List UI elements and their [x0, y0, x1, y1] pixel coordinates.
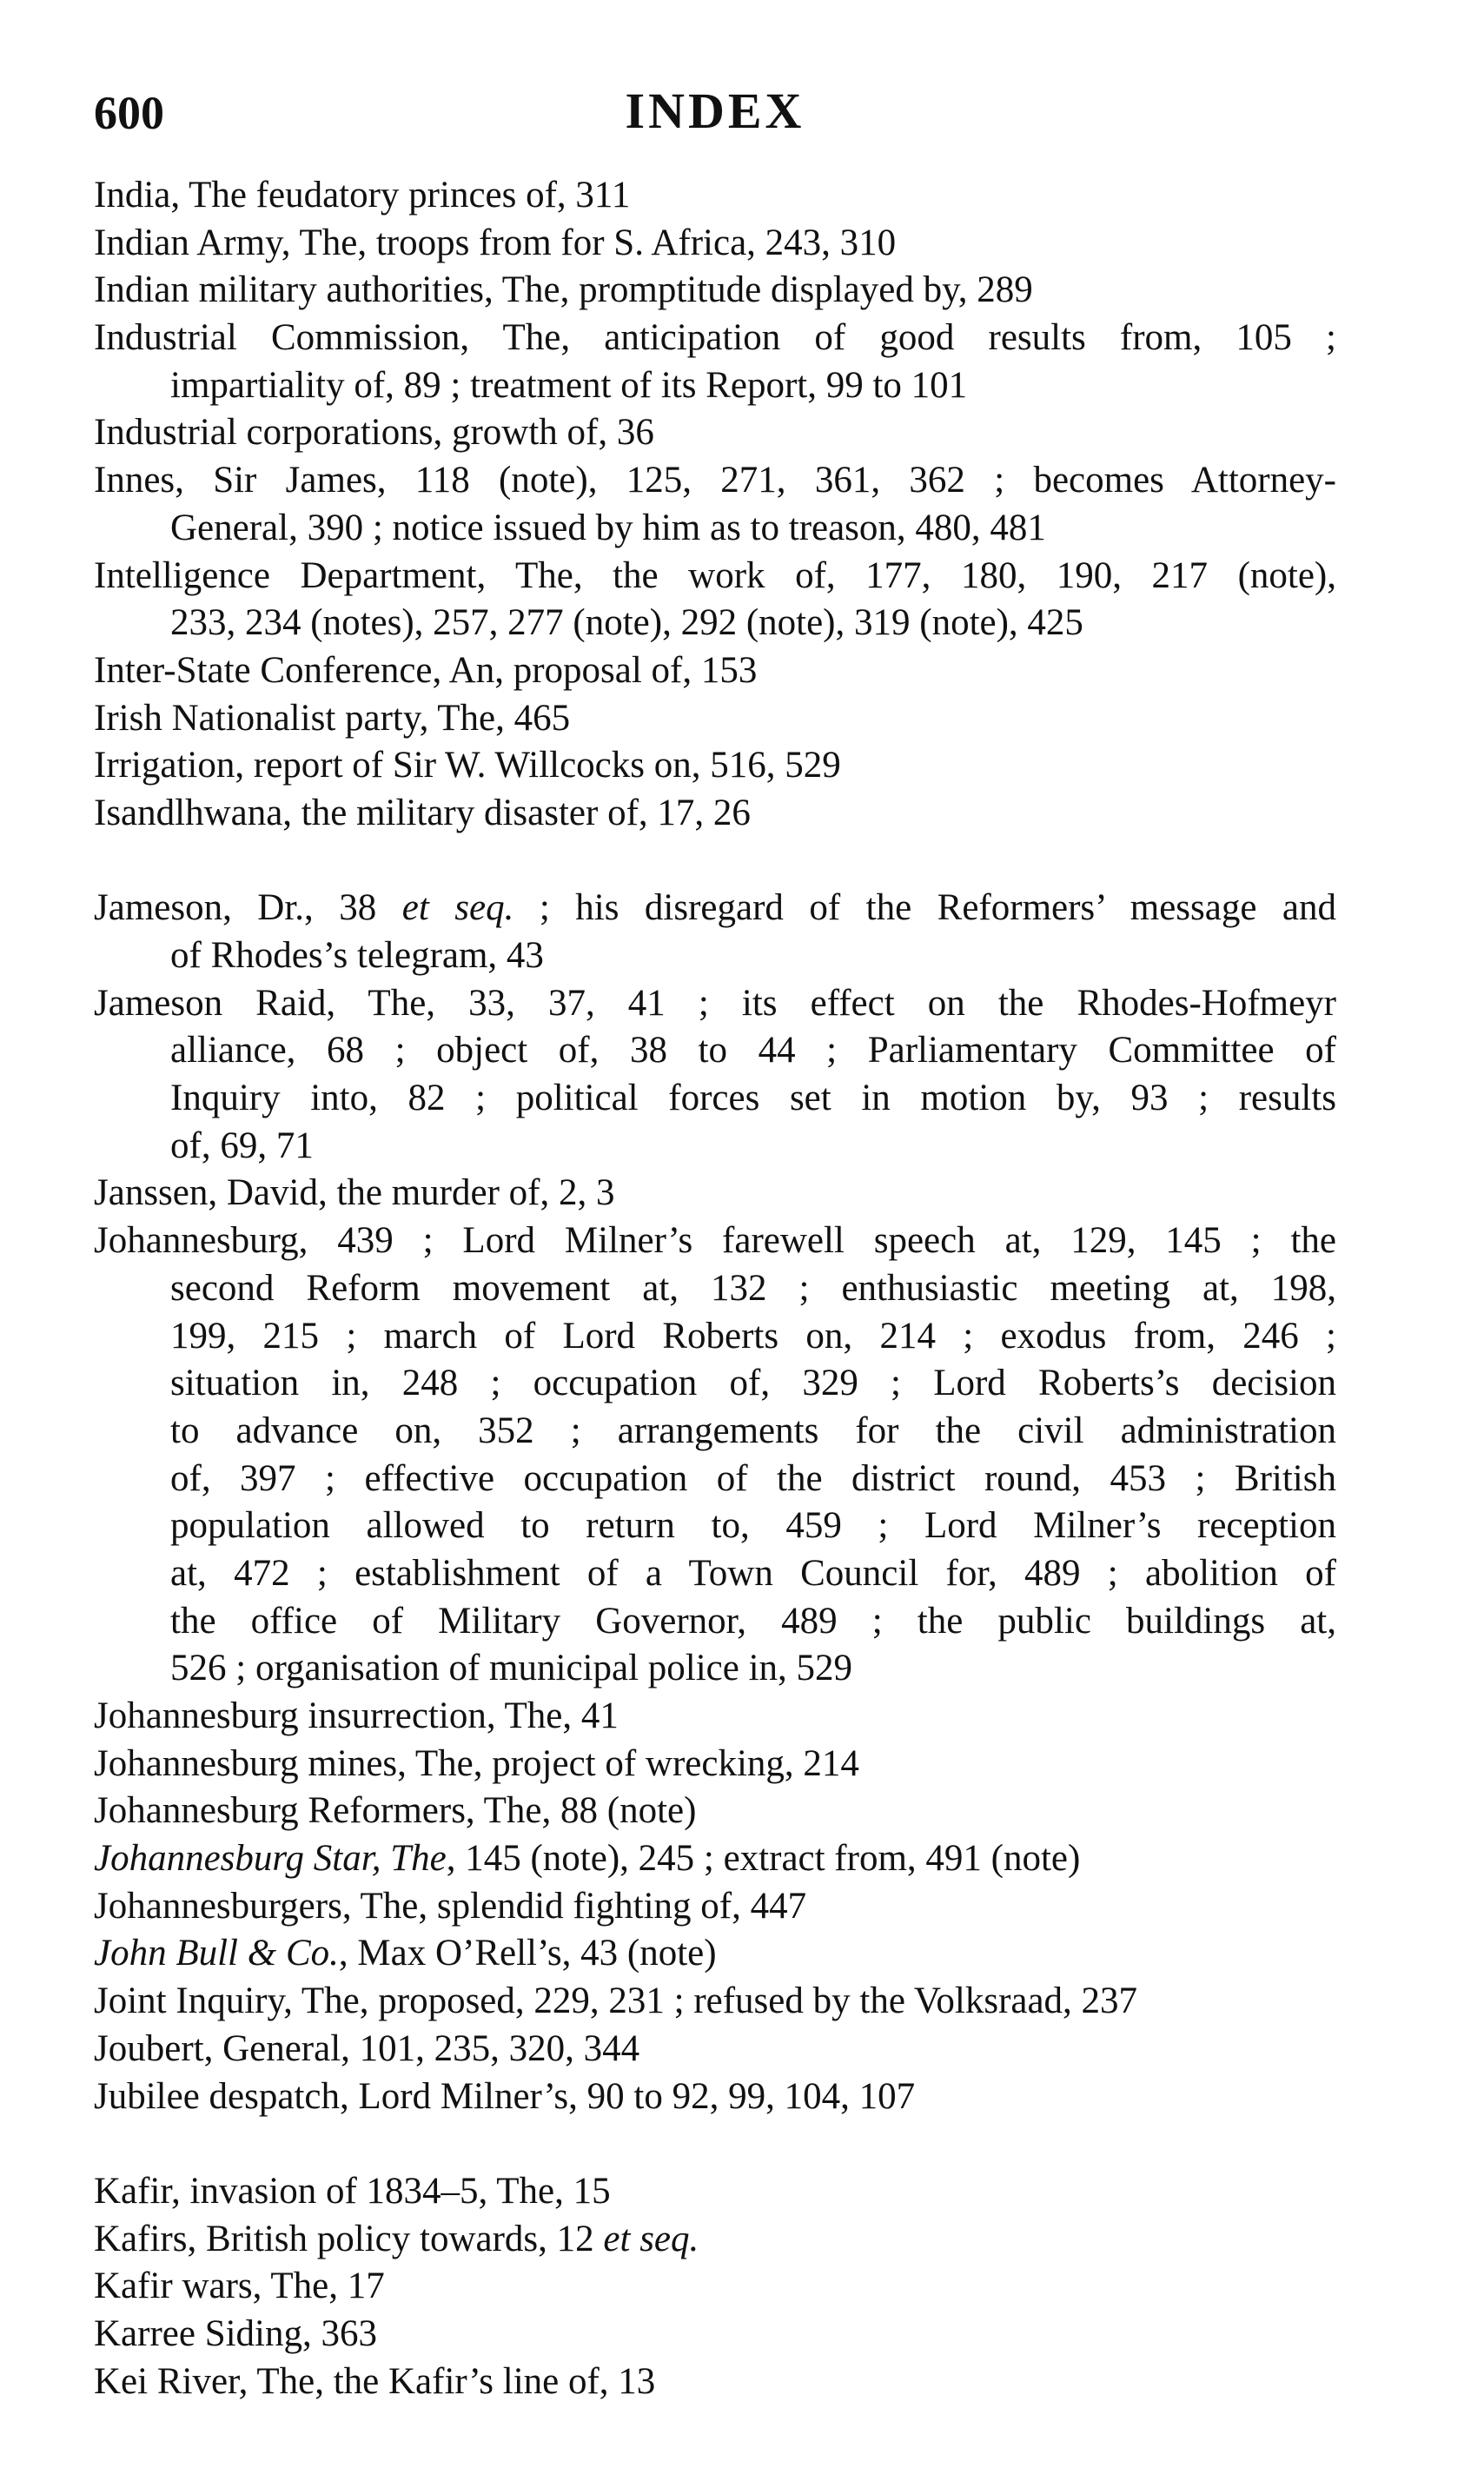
page-title: INDEX — [625, 83, 805, 139]
index-entry-continuation-line — [94, 505, 1336, 553]
entry-text: Inter-State Conference, An, proposal of, 153 — [94, 649, 758, 691]
index-entry — [94, 2073, 1336, 2121]
index-entry-continuation-line — [94, 1408, 1336, 1456]
index-entry-line — [94, 267, 1336, 315]
index-entry-continuation-line — [94, 1027, 1336, 1075]
entry-text: Kafir, invasion of 1834–5, The, 15 — [94, 2170, 611, 2212]
entry-text: General, 390 ; notice issued by him as to treason, 480, 481 — [170, 507, 1046, 548]
entry-text: Jameson, Dr., 38 — [94, 887, 402, 929]
index-entry-continuation-line — [94, 1075, 1336, 1123]
index-entry — [94, 885, 1336, 979]
entry-text: Irish Nationalist party, The, 465 — [94, 697, 571, 739]
entry-text: India, The feudatory princes of, 311 — [94, 175, 631, 216]
index-entry — [94, 647, 1336, 695]
index-entry — [94, 1978, 1336, 2026]
entry-text: 233, 234 (notes), 257, 277 (note), 292 (note), 319 (note), 425 — [170, 602, 1083, 644]
index-section-k — [94, 2168, 1336, 2405]
index-entry-line — [94, 1788, 1336, 1835]
index-entry — [94, 220, 1336, 268]
index-entry — [94, 267, 1336, 315]
entry-text: Johannesburg mines, The, project of wrecking, 214 — [94, 1742, 859, 1784]
index-entry-line — [94, 1741, 1336, 1788]
index-entry — [94, 1835, 1336, 1883]
index-entry-line — [94, 1170, 1336, 1217]
index-entry-line — [94, 647, 1336, 695]
entry-text: second Reform movement at, 132 ; enthusiastic meeting at, 198, — [170, 1267, 1336, 1309]
entry-text: Indian military authorities, The, promptitude displayed by, 289 — [94, 269, 1033, 311]
entry-text: Isandlhwana, the military disaster of, 17, 26 — [94, 792, 751, 833]
italic-text: et seq. — [603, 2218, 699, 2259]
index-entry-line — [94, 172, 1336, 220]
index-entry — [94, 980, 1336, 1171]
italic-text: et seq. — [401, 887, 514, 929]
index-entry-line — [94, 742, 1336, 790]
entry-text: Janssen, David, the murder of, 2, 3 — [94, 1172, 615, 1214]
entry-text: Industrial corporations, growth of, 36 — [94, 412, 654, 454]
index-entry-line — [94, 220, 1336, 268]
index-entry-continuation-line — [94, 1456, 1336, 1503]
entry-text: the office of Military Governor, 489 ; the public buildings at, — [170, 1600, 1336, 1642]
index-entry-continuation-line — [94, 600, 1336, 647]
index-entry-continuation-line — [94, 1598, 1336, 1646]
entry-text: Inquiry into, 82 ; political forces set in motion by, 93 ; results — [170, 1078, 1336, 1119]
entry-text: situation in, 248 ; occupation of, 329 ; Lord Roberts’s decision — [170, 1363, 1336, 1404]
entry-text: 199, 215 ; march of Lord Roberts on, 214 ; exodus from, 246 ; — [170, 1315, 1336, 1357]
index-entry-continuation-line — [94, 932, 1336, 980]
entry-text: Kafir wars, The, 17 — [94, 2266, 385, 2307]
index-entry — [94, 553, 1336, 647]
index-entry-continuation-line — [94, 362, 1336, 410]
index-entry — [94, 1217, 1336, 1693]
index-entry — [94, 1883, 1336, 1931]
entry-text: to advance on, 352 ; arrangements for the civil administration — [170, 1410, 1336, 1451]
entry-text: Kafirs, British policy towards, 12 — [94, 2218, 604, 2259]
entry-text: Intelligence Department, The, the work of, 177, 180, 190, 217 (note), — [94, 554, 1336, 596]
index-entry — [94, 457, 1336, 552]
index-entry-line — [94, 695, 1336, 743]
index-section-j — [94, 885, 1336, 2120]
index-entry — [94, 409, 1336, 457]
index-entry — [94, 2263, 1336, 2311]
entry-text: of Rhodes’s telegram, 43 — [170, 935, 544, 976]
index-entry — [94, 1788, 1336, 1835]
entry-text: impartiality of, 89 ; treatment of its Report, 99 to 101 — [170, 364, 968, 406]
entry-text: 526 ; organisation of municipal police in, 529 — [170, 1648, 853, 1689]
index-entry — [94, 1693, 1336, 1741]
italic-text: John Bull & Co. — [94, 1933, 339, 1974]
entry-text: , Max O’Rell’s, 43 (note) — [338, 1933, 717, 1974]
entry-text: Jameson Raid, The, 33, 37, 41 ; its effect on the Rhodes-Hofmeyr — [94, 982, 1336, 1024]
index-entry-line — [94, 1978, 1336, 2026]
index-entry-line — [94, 2311, 1336, 2359]
index-entry-line — [94, 2359, 1336, 2406]
entry-text: Kei River, The, the Kafir’s line of, 13 — [94, 2360, 656, 2402]
index-entry-continuation-line — [94, 1123, 1336, 1171]
index-entry-continuation-line — [94, 1645, 1336, 1693]
entry-text: of, 397 ; effective occupation of the district round, 453 ; British — [170, 1457, 1336, 1499]
index-section-i — [94, 172, 1336, 838]
index-entry — [94, 695, 1336, 743]
entry-text: population allowed to return to, 459 ; Lord Milner’s reception — [170, 1505, 1336, 1547]
index-entry-line — [94, 553, 1336, 600]
index-entry — [94, 1170, 1336, 1217]
index-entry-line — [94, 790, 1336, 838]
index-entry-line — [94, 885, 1336, 932]
entry-text: Innes, Sir James, 118 (note), 125, 271, 361, 362 ; becomes Attorney- — [94, 460, 1336, 501]
index-entry-line — [94, 409, 1336, 457]
entry-text: ; his disregard of the Reformers’ message and — [513, 887, 1336, 929]
entry-text: Johannesburg insurrection, The, 41 — [94, 1695, 619, 1736]
italic-text: Johannesburg Star, The — [94, 1838, 447, 1880]
index-entry — [94, 2311, 1336, 2359]
entry-text: Johannesburgers, The, splendid fighting of, 447 — [94, 1885, 807, 1927]
index-entry — [94, 2026, 1336, 2073]
index-entry-line — [94, 1693, 1336, 1741]
index-body — [94, 172, 1336, 2405]
entry-text: Karree Siding, 363 — [94, 2312, 378, 2354]
index-entry-continuation-line — [94, 1503, 1336, 1550]
index-entry — [94, 1741, 1336, 1788]
entry-text: Joubert, General, 101, 235, 320, 344 — [94, 2027, 640, 2069]
index-entry — [94, 790, 1336, 838]
index-entry-line — [94, 457, 1336, 505]
running-head — [94, 83, 1336, 139]
index-entry-line — [94, 980, 1336, 1028]
index-entry-line — [94, 315, 1336, 362]
entry-text: at, 472 ; establishment of a Town Council for, 489 ; abolition of — [170, 1552, 1336, 1594]
index-entry-line — [94, 2026, 1336, 2073]
index-entry — [94, 1930, 1336, 1978]
index-entry-line — [94, 1930, 1336, 1978]
index-entry — [94, 2359, 1336, 2406]
index-entry-continuation-line — [94, 1360, 1336, 1408]
index-entry-line — [94, 2168, 1336, 2216]
index-entry — [94, 2168, 1336, 2216]
index-entry — [94, 2216, 1336, 2264]
entry-text: , 145 (note), 245 ; extract from, 491 (note) — [446, 1838, 1081, 1880]
index-entry-continuation-line — [94, 1550, 1336, 1598]
index-entry — [94, 315, 1336, 409]
entry-text: Johannesburg, 439 ; Lord Milner’s farewell speech at, 129, 145 ; the — [94, 1220, 1336, 1262]
entry-text: Jubilee despatch, Lord Milner’s, 90 to 92, 99, 104, 107 — [94, 2075, 916, 2117]
entry-text: Indian Army, The, troops from for S. Africa, 243, 310 — [94, 222, 897, 263]
index-entry-line — [94, 2263, 1336, 2311]
index-entry-line — [94, 1217, 1336, 1265]
entry-text: alliance, 68 ; object of, 38 to 44 ; Parliamentary Committee of — [170, 1030, 1336, 1071]
entry-text: Industrial Commission, The, anticipation of good results from, 105 ; — [94, 317, 1336, 359]
entry-text: Irrigation, report of Sir W. Willcocks on, 516, 529 — [94, 745, 841, 786]
page-number: 600 — [94, 87, 164, 139]
index-entry-continuation-line — [94, 1313, 1336, 1361]
index-entry-line — [94, 1835, 1336, 1883]
index-entry-continuation-line — [94, 1265, 1336, 1313]
index-entry — [94, 742, 1336, 790]
index-entry — [94, 172, 1336, 220]
index-entry-line — [94, 2216, 1336, 2264]
entry-text: Joint Inquiry, The, proposed, 229, 231 ; refused by the Volksraad, 237 — [94, 1980, 1138, 2022]
index-entry-line — [94, 1883, 1336, 1931]
index-entry-line — [94, 2073, 1336, 2121]
entry-text: of, 69, 71 — [170, 1125, 314, 1166]
entry-text: Johannesburg Reformers, The, 88 (note) — [94, 1790, 697, 1832]
